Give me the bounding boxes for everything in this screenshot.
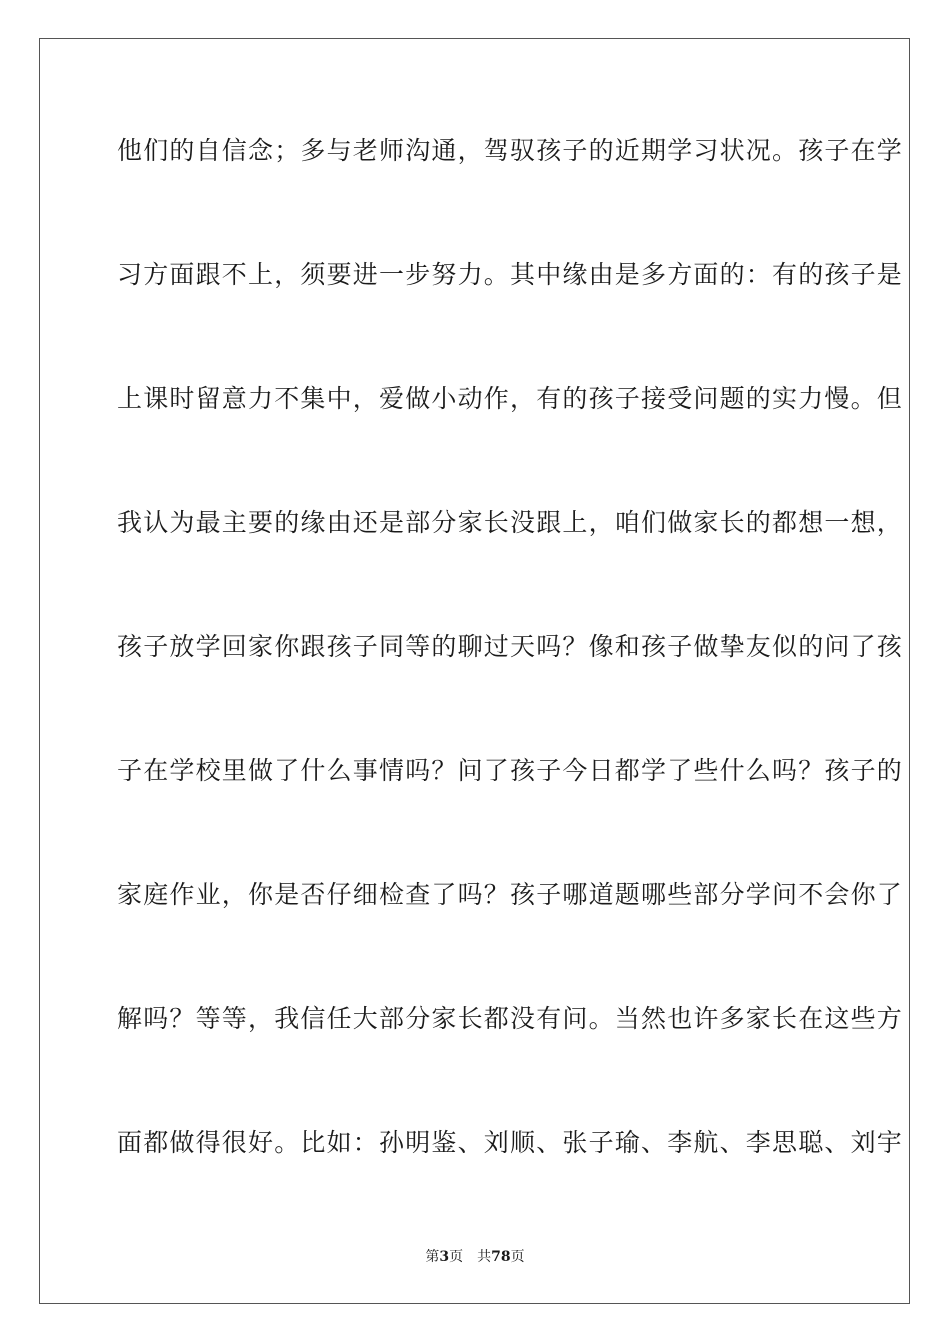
total-suffix: 页 (510, 1249, 525, 1265)
page-number: 3 (439, 1249, 450, 1265)
body-line-9: 面都做得很好。比如：孙明鉴、刘顺、张子瑜、李航、李思聪、刘宇 (117, 1128, 904, 1157)
page-footer (0, 1248, 950, 1266)
body-line-7: 家庭作业，你是否仔细检查了吗？孩子哪道题哪些部分学问不会你了 (117, 880, 904, 909)
total-prefix: 共 (477, 1249, 492, 1265)
page-border (39, 38, 910, 1304)
body-line-1: 他们的自信念；多与老师沟通，驾驭孩子的近期学习状况。孩子在学 (117, 136, 904, 165)
total-pages: 78 (491, 1249, 511, 1265)
body-line-4: 我认为最主要的缘由还是部分家长没跟上，咱们做家长的都想一想， (117, 508, 904, 537)
body-line-5: 孩子放学回家你跟孩子同等的聊过天吗？像和孩子做挚友似的问了孩 (117, 632, 904, 661)
body-line-2: 习方面跟不上，须要进一步努力。其中缘由是多方面的：有的孩子是 (117, 260, 904, 289)
body-line-6: 子在学校里做了什么事情吗？问了孩子今日都学了些什么吗？孩子的 (117, 756, 904, 785)
body-line-8: 解吗？等等，我信任大部分家长都没有问。当然也许多家长在这些方 (117, 1004, 904, 1033)
body-line-3: 上课时留意力不集中，爱做小动作，有的孩子接受问题的实力慢。但 (117, 384, 904, 413)
page-prefix: 第 (425, 1249, 440, 1265)
page-suffix: 页 (449, 1249, 464, 1265)
